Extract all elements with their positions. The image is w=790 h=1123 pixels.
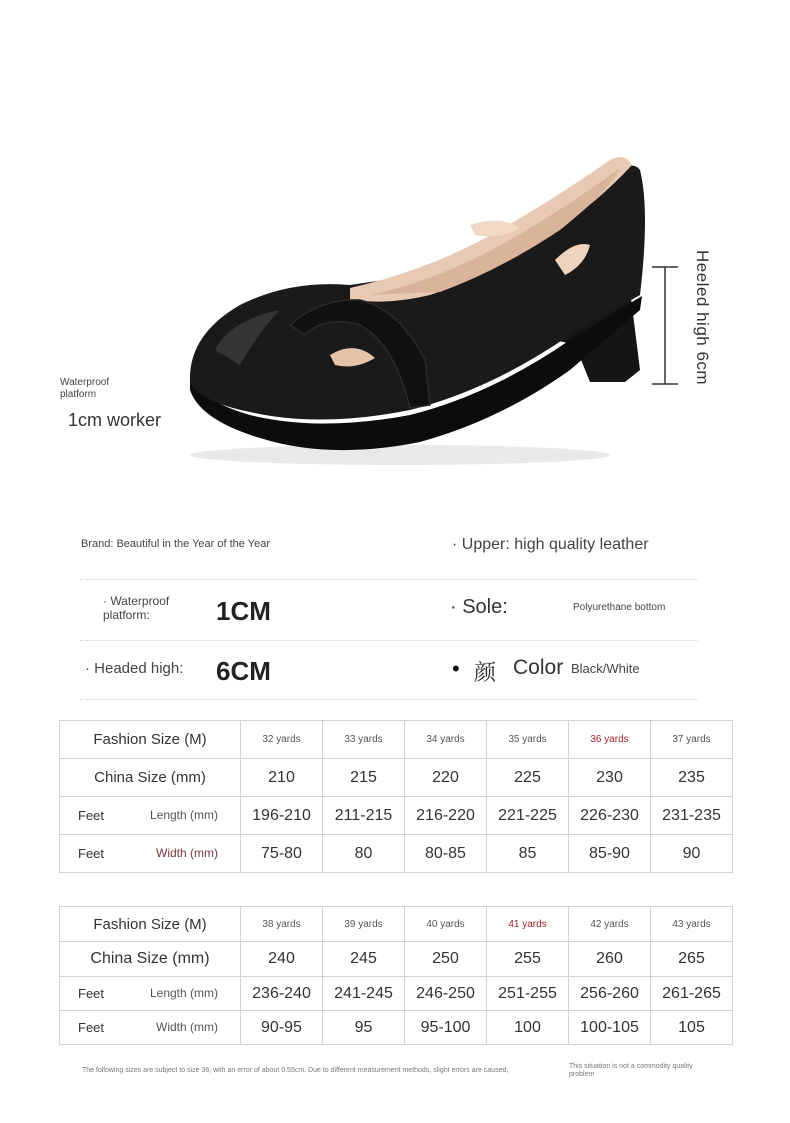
color-bullet: • [452, 656, 460, 681]
heel-height-label: Heeled high 6cm [693, 250, 712, 386]
heel-height-spec-value: 6CM [216, 656, 271, 686]
feet-label: Feet [78, 1020, 105, 1035]
feet-label: Feet [78, 986, 105, 1001]
table-row [60, 797, 733, 835]
fashion-size-cell: 33 yards [323, 721, 405, 759]
table-row [60, 942, 733, 977]
china-size-cell: 220 [405, 759, 487, 797]
fashion-size-cell: 39 yards [323, 907, 405, 942]
length-label: Length (mm) [149, 808, 218, 822]
width-cell: 90-95 [241, 1011, 323, 1045]
shoe-image [170, 120, 650, 480]
fashion-size-label: Fashion Size (M) [60, 907, 241, 942]
length-cell: 221-225 [487, 797, 569, 835]
waterproof-platform-label: Waterproof platform [60, 377, 110, 400]
color-label: Color [513, 656, 564, 679]
width-cell: 95 [323, 1011, 405, 1045]
length-cell: 226-230 [569, 797, 651, 835]
feet-label: Feet [78, 808, 105, 823]
china-size-cell: 235 [651, 759, 733, 797]
divider [80, 579, 698, 580]
width-cell: 100-105 [569, 1011, 651, 1045]
heel-height-bracket [652, 266, 682, 386]
length-cell: 246-250 [405, 977, 487, 1011]
china-size-cell: 260 [569, 942, 651, 977]
width-cell: 80 [323, 835, 405, 873]
sole-value: Polyurethane bottom [573, 602, 666, 613]
width-cell: 105 [651, 1011, 733, 1045]
width-cell: 80-85 [405, 835, 487, 873]
width-label: Width (mm) [156, 1020, 218, 1034]
width-cell: 85-90 [569, 835, 651, 873]
table-row [60, 835, 733, 873]
width-cell: 85 [487, 835, 569, 873]
width-cell: 95-100 [405, 1011, 487, 1045]
size-table-2 [59, 906, 733, 1045]
fashion-size-cell: 34 yards [405, 721, 487, 759]
fashion-size-cell: 43 yards [651, 907, 733, 942]
heel-height-spec-label: · Headed high: [85, 660, 184, 677]
china-size-cell: 225 [487, 759, 569, 797]
feet-length-label [60, 977, 241, 1011]
china-size-cell: 265 [651, 942, 733, 977]
feet-width-label [60, 835, 241, 873]
fashion-size-cell: 42 yards [569, 907, 651, 942]
size-table-1 [59, 720, 733, 873]
divider [80, 699, 698, 700]
fashion-size-cell: 38 yards [241, 907, 323, 942]
china-size-label: China Size (mm) [60, 942, 241, 977]
length-cell: 261-265 [651, 977, 733, 1011]
feet-label: Feet [78, 846, 105, 861]
china-size-cell: 230 [569, 759, 651, 797]
feet-width-label [60, 1011, 241, 1045]
table-row [60, 907, 733, 942]
platform-height-label: 1cm worker [68, 410, 162, 430]
fashion-size-cell: 40 yards [405, 907, 487, 942]
china-size-cell: 245 [323, 942, 405, 977]
length-cell: 241-245 [323, 977, 405, 1011]
length-cell: 231-235 [651, 797, 733, 835]
china-size-cell: 250 [405, 942, 487, 977]
fashion-size-cell: 37 yards [651, 721, 733, 759]
color-value: Black/White [571, 661, 640, 676]
length-cell: 211-215 [323, 797, 405, 835]
color-cn-char: 颜 [474, 660, 497, 685]
divider [80, 640, 698, 641]
platform-value: 1CM [216, 596, 271, 626]
fashion-size-label: Fashion Size (M) [60, 721, 241, 759]
fashion-size-cell: 35 yards [487, 721, 569, 759]
platform-label: · Waterproof platform: [103, 594, 170, 622]
footnote-left: The following sizes are subject to size 36, with an error of about 0.55cm. Due to different measurement methods, slight errors are caused, [82, 1067, 509, 1074]
upper-text: · Upper: high quality leather [452, 536, 649, 553]
length-cell: 196-210 [241, 797, 323, 835]
width-cell: 90 [651, 835, 733, 873]
length-cell: 256-260 [569, 977, 651, 1011]
length-cell: 216-220 [405, 797, 487, 835]
china-size-cell: 240 [241, 942, 323, 977]
china-size-cell: 255 [487, 942, 569, 977]
fashion-size-cell: 32 yards [241, 721, 323, 759]
length-cell: 236-240 [241, 977, 323, 1011]
fashion-size-cell: 41 yards [487, 907, 569, 942]
footnote-right: This situation is not a commodity quality problem [569, 1063, 693, 1078]
table-row [60, 977, 733, 1011]
width-cell: 100 [487, 1011, 569, 1045]
china-size-cell: 215 [323, 759, 405, 797]
brand-text: Brand: Beautiful in the Year of the Year [81, 538, 270, 550]
width-cell: 75-80 [241, 835, 323, 873]
table-row [60, 759, 733, 797]
width-label: Width (mm) [156, 846, 218, 860]
china-size-label: China Size (mm) [60, 759, 241, 797]
table-row [60, 721, 733, 759]
length-cell: 251-255 [487, 977, 569, 1011]
feet-length-label [60, 797, 241, 835]
length-label: Length (mm) [149, 986, 218, 1000]
sole-label: · Sole: [450, 596, 508, 618]
fashion-size-cell: 36 yards [569, 721, 651, 759]
table-row [60, 1011, 733, 1045]
china-size-cell: 210 [241, 759, 323, 797]
